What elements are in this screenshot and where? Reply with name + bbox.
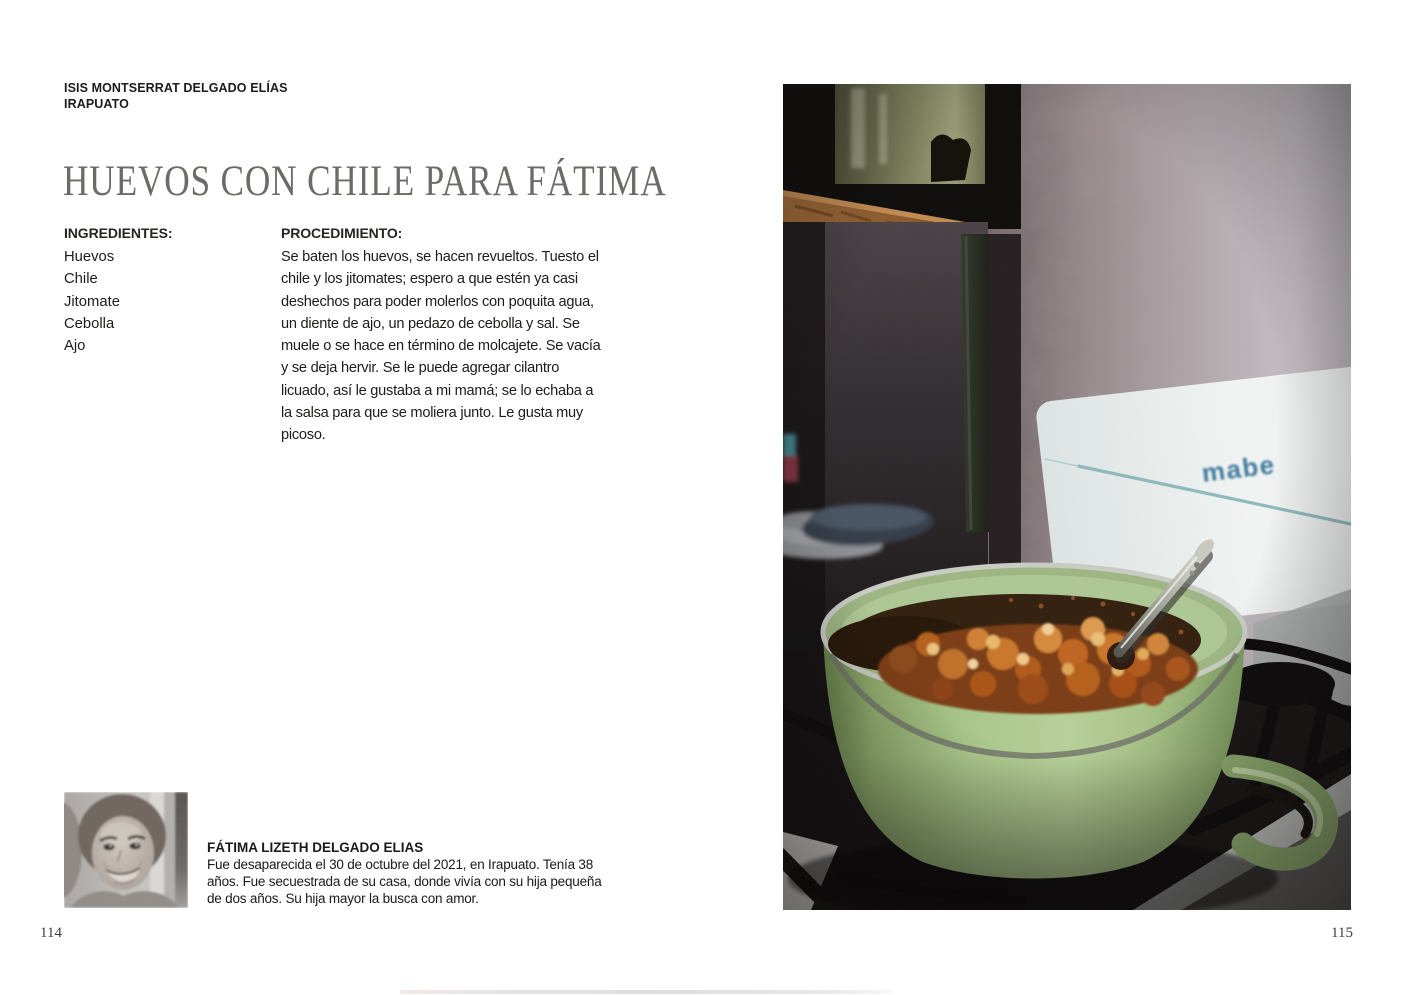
ingredient-item: Cebolla <box>64 315 115 332</box>
page-number-right: 115 <box>1331 925 1353 941</box>
recipe-title: HUEVOS CON CHILE PARA FÁTIMA <box>63 158 667 205</box>
victim-name: FÁTIMA LIZETH DELGADO ELIAS <box>207 840 424 855</box>
author-name: ISIS MONTSERRAT DELGADO ELÍAS <box>64 81 288 95</box>
procedure-text: Se baten los huevos, se hacen revueltos. Tuesto el chile y los jitomates; espero a que estén ya casi deshechos para poder molerlos con poquita agua, un diente de ajo, un pedazo de cebolla y sal. Se muele o se hace en término de molcajete. Se vacía y se deja hervir. Se le puede agregar cilantro licuado, así le gustaba a mi mamá; se lo echaba a la salsa para que se moliera junto. Le gusta muy picoso. <box>281 249 601 444</box>
victim-bio: Fue desaparecida el 30 de octubre del 2021, en Irapuato. Tenía 38 años. Fue secuestrada de su casa, donde vivía con su hija pequeña de dos años. Su hija mayor la busca con amor. <box>207 857 602 906</box>
procedure-heading: PROCEDIMIENTO: <box>281 225 403 241</box>
victim-portrait-photo <box>64 792 188 908</box>
ingredient-item: Huevos <box>64 249 115 265</box>
ingredient-item: Ajo <box>64 338 86 355</box>
ingredients-list <box>64 246 120 357</box>
next-page-edge <box>400 990 892 994</box>
page-number-left: 114 <box>40 925 62 941</box>
ingredient-item: Jitomate <box>64 293 120 310</box>
dish-photo <box>783 84 1351 910</box>
ingredients-heading: INGREDIENTES: <box>64 225 173 241</box>
author-location: IRAPUATO <box>64 97 129 111</box>
ingredient-item: Chile <box>64 271 98 288</box>
